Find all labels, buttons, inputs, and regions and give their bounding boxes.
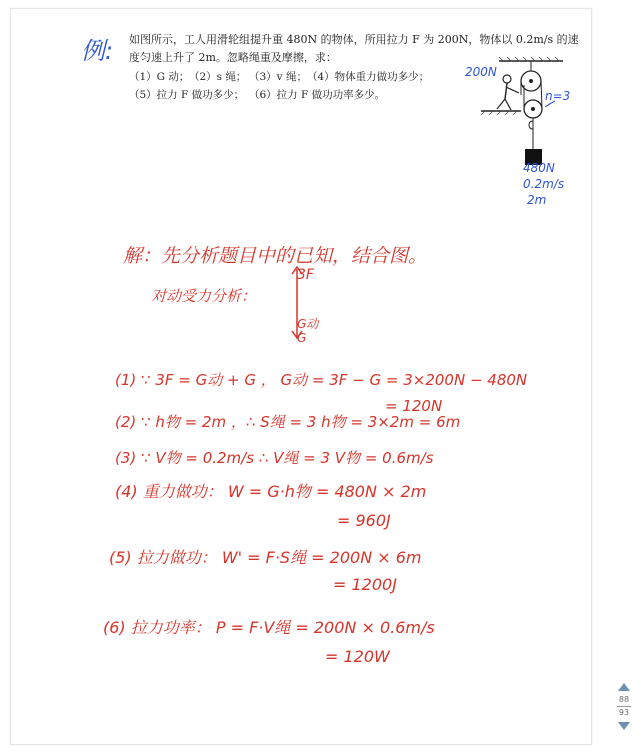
current-page-number: 88 [618, 695, 630, 704]
solution-step-5-result: = 1200J [333, 575, 397, 594]
example-label: 例: [81, 37, 114, 65]
question-5: （5）拉力 F 做功多少； [129, 89, 245, 101]
solution-step-1: (1) ∵ 3F = G动 + G ， G动 = 3F − G = 3×200N − 480N [115, 371, 528, 389]
figure-height-note: 2m [527, 193, 547, 207]
previous-page-icon[interactable] [618, 683, 630, 691]
page-number-divider [617, 706, 631, 707]
problem-line-1: 如图所示，工人用滑轮组提升重 480N 的物体，所用拉力 F 为 200N，物体以 0.2m/s 的速 [129, 33, 579, 46]
figure-weight-note: 480N [523, 161, 555, 175]
arrow-down-label-2: G [297, 331, 307, 345]
solution-step-2: (2) ∵ h物 = 2m ，∴ S绳 = 3 h物 = 3×2m = 6m [115, 413, 461, 431]
solution-step-4: (4) 重力做功： W = G·h物 = 480N × 2m [115, 482, 427, 501]
solution-step-6-result: = 120W [325, 647, 390, 666]
solution-heading: 解：先分析题目中的已知，结合图。 [123, 245, 428, 267]
next-page-icon[interactable] [618, 722, 630, 730]
solution-step-6: (6) 拉力功率： P = F·V绳 = 200N × 0.6m/s [103, 618, 435, 637]
question-3: （3）v 绳； [249, 71, 307, 83]
force-analysis-label: 对动受力分析： [151, 287, 257, 305]
page-navigator [614, 683, 634, 730]
figure-n-note: n=3 [545, 89, 571, 103]
solution-step-1-result: = 120N [385, 397, 443, 415]
question-2: （2）s 绳； [189, 71, 247, 83]
question-4: （4）物体重力做功多少； [307, 71, 430, 83]
total-page-count: 93 [618, 708, 630, 717]
problem-line-2: 度匀速上升了 2m。忽略绳重及摩擦，求： [129, 51, 337, 64]
arrow-down-label-1: G动 [297, 317, 319, 331]
question-1: （1）G 动； [129, 71, 190, 83]
solution-step-4-result: = 960J [337, 511, 391, 530]
arrow-up-label: 3F [297, 267, 314, 283]
question-6: （6）拉力 F 做功功率多少。 [249, 89, 386, 101]
solution-step-3: (3) ∵ V物 = 0.2m/s ∴ V绳 = 3 V物 = 0.6m/s [115, 449, 434, 467]
figure-speed-note: 0.2m/s [523, 177, 565, 191]
document-page [10, 8, 592, 745]
figure-force-note: 200N [465, 65, 497, 79]
solution-step-5: (5) 拉力做功： W' = F·S绳 = 200N × 6m [109, 548, 422, 567]
